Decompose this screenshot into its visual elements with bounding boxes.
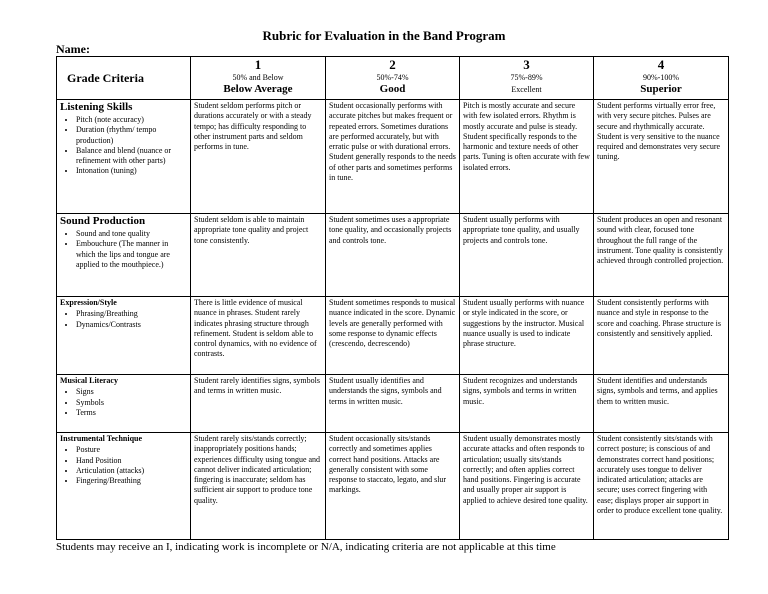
- level-number: 2: [389, 57, 396, 72]
- rubric-cell: Student sometimes uses a appropriate tone quality, and occasionally projects and controls tone.: [326, 214, 460, 297]
- skill-item: • Signs: [76, 387, 187, 397]
- level-2-header: [326, 57, 460, 100]
- page-title: Rubric for Evaluation in the Band Program: [262, 28, 506, 43]
- skills-list: [60, 445, 187, 486]
- criteria-cell: [57, 433, 191, 540]
- level-range: 75%-89%: [510, 73, 543, 82]
- level-name: Superior: [640, 83, 682, 95]
- skills-list: [60, 309, 187, 330]
- skills-list: [60, 387, 187, 418]
- table-row: [57, 100, 729, 214]
- rubric-cell: There is little evidence of musical nuance in phrases. Student rarely indicates phrasing structure through refinement. Student is seldom able to control dynamics, with no evidence of contrasts.: [191, 297, 326, 375]
- criteria-cell: [57, 214, 191, 297]
- skill-item: • Embouchure (The manner in which the lips and tongue are applied to the mouthpiece.): [76, 239, 187, 270]
- rubric-cell: Student consistently performs with nuance and style in response to the score and coaching. Phrase structure is consistently and sensitively applied.: [594, 297, 729, 375]
- rubric-cell: Student seldom is able to maintain appropriate tone quality and project tone consistently.: [191, 214, 326, 297]
- criteria-cell: [57, 100, 191, 214]
- level-range: 50% and Below: [232, 73, 284, 82]
- grade-criteria-header: Grade Criteria: [57, 57, 191, 100]
- category-title: Musical Literacy: [60, 376, 118, 385]
- skills-list: [60, 115, 187, 177]
- criteria-cell: [57, 297, 191, 375]
- rubric-cell: Student occasionally sits/stands correctly and sometimes applies correct hand positions. Attacks are generally consistent with some response to staccato, legato, and slur markings.: [326, 433, 460, 540]
- footer-note: Students may receive an I, indicating work is incomplete or N/A, indicating criteria are not applicable at this time: [56, 541, 556, 553]
- rubric-cell: Student usually demonstrates mostly accurate attacks and often responds to articulation; usually sits/stands correctly; and often applies correct hand positions. Fingering is accurate and usually proper air support is applied to achieve desired tone quality.: [460, 433, 594, 540]
- level-number: 4: [657, 57, 665, 72]
- level-number: 1: [254, 57, 262, 72]
- rubric-cell: Student recognizes and understands signs, symbols and terms in written music.: [460, 375, 594, 433]
- skill-item: • Hand Position: [76, 456, 187, 466]
- level-3-header: [460, 57, 594, 100]
- rubric-cell: Student identifies and understands signs, symbols and terms, and applies them to written music.: [594, 375, 729, 433]
- skill-item: • Intonation (tuning): [76, 166, 187, 176]
- category-title: Instrumental Technique: [60, 434, 143, 443]
- criteria-cell: [57, 375, 191, 433]
- level-name: Good: [379, 83, 406, 95]
- rubric-cell: Student rarely identifies signs, symbols and terms in written music.: [191, 375, 326, 433]
- rubric-cell: Student consistently sits/stands with correct posture; is conscious of and demonstrates correct hand positions; accurately uses tongue to deliver indicated articulation; attacks are secure; uses correct fingering with ease; displays proper air support in order to produce excellent tone quality.: [594, 433, 729, 540]
- category-title: Expression/Style: [60, 298, 117, 307]
- skill-item: • Dynamics/Contrasts: [76, 320, 187, 330]
- skill-item: • Duration (rhythm/ tempo production): [76, 125, 187, 146]
- table-row: [57, 375, 729, 433]
- skill-item: • Symbols: [76, 398, 187, 408]
- skill-item: • Articulation (attacks): [76, 466, 187, 476]
- level-name: Excellent: [511, 85, 542, 94]
- skill-item: • Phrasing/Breathing: [76, 309, 187, 319]
- skill-item: • Sound and tone quality: [76, 229, 187, 239]
- skills-list: [60, 229, 187, 270]
- rubric-cell: Student usually performs with nuance or style indicated in the score, or suggestions by the instructor. Musical nuance usually is used to indicate phrase structure.: [460, 297, 594, 375]
- rubric-cell: Student produces an open and resonant sound with clear, focused tone throughout the full range of the instrument. Tone quality is consistently achieved through controlled projection.: [594, 214, 729, 297]
- header-row: [57, 57, 729, 100]
- level-range: 90%-100%: [643, 73, 679, 82]
- rubric-cell: Student seldom performs pitch or durations accurately or with a steady tempo; has difficulty responding to other instrument parts and seldom performs in tune.: [191, 100, 326, 214]
- table-row: [57, 297, 729, 375]
- level-1-header: [191, 57, 326, 100]
- category-title: Sound Production: [60, 215, 146, 227]
- rubric-table: [56, 56, 729, 540]
- level-range: 50%-74%: [376, 73, 409, 82]
- level-number: 3: [523, 57, 530, 72]
- rubric-cell: Student rarely sits/stands correctly; inappropriately positions hands; experiences difficulty using tongue and cannot deliver indicated articulation; fingering is inaccurate; seldom has sufficient air support to produce tone quality.: [191, 433, 326, 540]
- rubric-cell: Student sometimes responds to musical nuance indicated in the score. Dynamic levels are generally performed with some response to dynamic effects (crescendo, decrescendo): [326, 297, 460, 375]
- level-4-header: [594, 57, 729, 100]
- table-row: [57, 433, 729, 540]
- name-label: Name:: [56, 42, 90, 56]
- skill-item: • Fingering/Breathing: [76, 476, 187, 486]
- skill-item: • Terms: [76, 408, 187, 418]
- table-row: [57, 214, 729, 297]
- rubric-cell: Pitch is mostly accurate and secure with few isolated errors. Rhythm is mostly accurate and pulse is steady. Student specifically responds to the harmonic and texture needs of other parts. Tuning is often accurate with few isolated errors.: [460, 100, 594, 214]
- rubric-cell: Student usually identifies and understands the signs, symbols and terms in written music.: [326, 375, 460, 433]
- rubric-cell: Student occasionally performs with accurate pitches but makes frequent or repeated errors. Sometimes durations are performed accurately, but with erratic pulse or with durational errors. Student generally responds to the needs of other parts and sometimes performs in tune.: [326, 100, 460, 214]
- category-title: Listening Skills: [60, 101, 133, 113]
- rubric-cell: Student performs virtually error free, with very secure pitches. Pulses are secure and rhythmically accurate. Student is very sensitive to the nuance required and demonstrates very secure tuning.: [594, 100, 729, 214]
- level-name: Below Average: [223, 83, 293, 95]
- skill-item: • Pitch (note accuracy): [76, 115, 187, 125]
- skill-item: • Posture: [76, 445, 187, 455]
- rubric-cell: Student usually performs with appropriate tone quality, and usually projects and controls tone.: [460, 214, 594, 297]
- skill-item: • Balance and blend (nuance or refinement with other parts): [76, 146, 187, 167]
